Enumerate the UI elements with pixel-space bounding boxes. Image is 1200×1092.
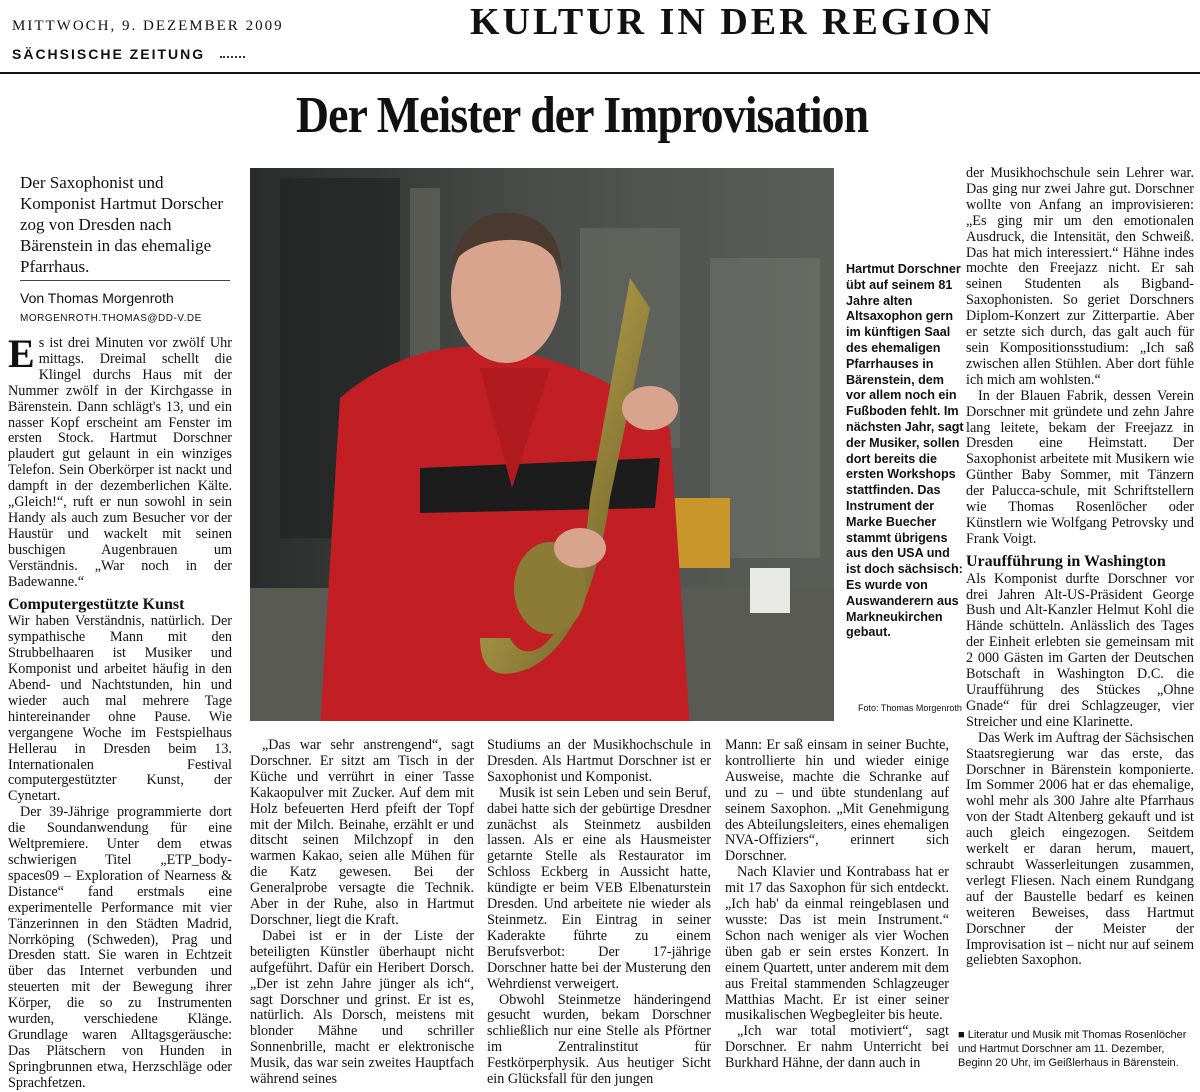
text-column-4 xyxy=(725,738,949,1072)
author-email[interactable]: MORGENROTH.THOMAS@DD-V.DE xyxy=(20,313,202,324)
photo-caption: Hartmut Dorschner übt auf seinem 81 Jahre alten Altsaxophon gern im künftigen Saal des ehemaligen Pfarrhauses in Bärenstein, dem vor allem noch ein Fußboden fehlt. Im nächsten Jahr, sagt der Musiker, sollen dort bereits die ersten Workshops stattfinden. Das Instrument der Marke Buecher stammt übrigens aus den USA und ist doch sächsisch: Es wurde von Auswanderern aus Markneukirchen gebaut. xyxy=(846,262,964,640)
section-title: KULTUR IN DER REGION xyxy=(470,1,995,43)
article-headline: Der Meister der Improvisation xyxy=(296,87,869,144)
paragraph: Nach Klavier und Kontrabass hat er mit 17 das Saxophon für sich entdeckt. „Ich hab' da einmal reingeblasen und wusste: Das ist mein Instrument.“ Schon nach weniger als vier Wochen üben gab er sein erstes Konzert. In einem Quartett, unter anderem mit dem aus Freital stammenden Schlagzeuger Matthias Macht. Er ist einer seiner musikalischen Wegbegleiter bis heute. xyxy=(725,864,949,1024)
article-lede: Der Saxophonist und Komponist Hartmut Dorscher zog von Dresden nach Bärenstein in das ehemalige Pfarrhaus. xyxy=(20,173,224,276)
text-column-3 xyxy=(487,738,711,1088)
masthead-rule xyxy=(0,72,1200,74)
article-photo xyxy=(250,168,834,721)
issue-date: MITTWOCH, 9. DEZEMBER 2009 xyxy=(12,18,284,34)
saxophonist-photo xyxy=(250,168,834,721)
paragraph: Wir haben Verständnis, natürlich. Der sympathische Mann mit den Strubbelhaaren ist Musiker und Komponist und arbeitet häufig in den Abend- und Nachtstunden, hin und wieder auch mal mehrere Tage hintereinander ohne Pause. Wie vergangene Woche im Festspielhaus Hellerau in Dresden beim 13. Internationalen Festival computergestützter Kunst, der Cynetart. xyxy=(8,613,232,805)
text-column-1 xyxy=(8,331,232,1092)
text-column-2 xyxy=(250,738,474,1088)
subheading: Computergestützte Kunst xyxy=(8,595,185,613)
newspaper-name: SÄCHSISCHE ZEITUNG xyxy=(12,46,206,62)
subheading: Uraufführung in Washington xyxy=(966,552,1166,570)
paragraph: „Ich war total motiviert“, sagt Dorschner. Er nahm Unterricht bei Burkhard Hähne, der dann auch in xyxy=(725,1023,949,1072)
paragraph: Studiums an der Musikhochschule in Dresden. Als Hartmut Dorschner ist er Saxophonist und Komponist. xyxy=(487,737,711,785)
paragraph: In der Blauen Fabrik, dessen Verein Dorschner mit gründete und zehn Jahre lang leitete, bekam der Freejazz in Dresden eine Heimstatt. Der Saxophonist arbeitete mit Musikern wie Günther Baby Sommer, mit Tänzern der Palucca-schule, mit Schriftstellern wie Thomas Rosenlöcher oder Künstlern wie Wolfgang Petrovsky und Frank Voigt. xyxy=(966,387,1194,547)
paragraph: „Das war sehr anstrengend“, sagt Dorschner. Er sitzt am Tisch in der Küche und verrührt in einer Tasse Kakaopulver mit Zucker. Auf dem mit Holz befeuerten Herd pfeift der Topf mit der Milch. Beinahe, erzählt er und ditscht seinen Milchzopf in den warmen Kakao, seien alle Mühen für die Katz gewesen. Bei der Generalprobe versagte die Technik. Aber in der Ruhe, also in Hartmut Dorschner, liegt die Kraft. xyxy=(250,737,474,928)
article-author: Von Thomas Morgenroth xyxy=(20,290,174,306)
paragraph: Als Komponist durfte Dorschner vor drei Jahren Alt-US-Präsident George Bush und Alt-Kanzler Helmut Kohl die Hände schütteln. Anlässlich des Tages der Einheit erlebten sie gemeinsam mit 2 000 Gästen im Garten der Deutschen Botschaft in Washington D.C. die Uraufführung des Stückes „Ohne Gnade“ für drei Schlagzeuger, vier Streicher und eine Klarinette. xyxy=(966,570,1194,730)
text-column-5 xyxy=(966,166,1194,969)
photo-credit: Foto: Thomas Morgenroth xyxy=(858,703,962,713)
paragraph: Musik ist sein Leben und sein Beruf, dabei hatte sich der gebürtige Dresdner zunächst als Steinmetz ausbilden lassen. Als er eine als Hausmeister getarnte Stelle als Restaurator im Schloss Eckberg in Aussicht hatte, kündigte er beim VEB Elbenaturstein Dresden. Und arbeitete nie wieder als Steinmetz. Ein Eintrag in seiner Kaderakte führte zu einem Berufsverbot: Der 17-jährige Dorschner hatte bei der Musterung den Wehrdienst verweigert. xyxy=(487,784,711,992)
paragraph: Das Werk im Auftrag der Sächsischen Staatsregierung war das erste, das Dorschner in Bärenstein komponierte. Im Sommer 2006 hat er das ehemalige, wohl mehr als 300 Jahre alte Pfarrhaus von der Stadt Altenberg gekauft und ist auch gleich eingezogen. Seitdem werkelt er daran herum, mauert, schraubt Wasserleitungen zusammen, verlegt Fliesen. Nach einem Rundgang auf der Baustelle bedarf es keinen weiteren Beweises, dass Hartmut Dorschner der Meister der Improvisation ist – nicht nur auf seinem geliebten Saxophon. xyxy=(966,729,1194,969)
paragraph: Obwohl Steinmetze händeringend gesucht wurden, bekam Dorschner schließlich nur eine Stelle als Pförtner im Zentralinstitut für Festkörperphysik. Aus heutiger Sicht ein Glücksfall für den jungen xyxy=(487,991,711,1088)
paragraph: Dabei ist er in der Liste der beteiligten Künstler überhaupt nicht aufgeführt. Dafür ein Heribert Dorsch. „Der ist zehn Jahre jünger als ich“, sagt Dorschner und grinst. Er ist es, natürlich. Als Dorsch, meistens mit blonder Mähne und schriller Sonnenbrille, macht er elektronische Musik, das war sein zweites Hauptfach während seines xyxy=(250,927,474,1088)
divider xyxy=(20,280,230,281)
paragraph: Der 39-Jährige programmierte dort die Soundanwendung für eine Weltpremiere. Unter dem etwas schwierigen Titel „ETP_body-spaces09 – Exploration of Nearness & Distance“ fand erstmals eine experimentelle Performance mit vier Tänzerinnen in den Städten Madrid, Norrköping (Schweden), Prag und Dresden statt. Sie waren in Echtzeit über das Internet verbunden und steuerten mit der Bewegung ihrer Körper, die so zu Instrumenten wurden, verschiedene Klänge. Grundlage waren Alltagsgeräusche: Das Plätschern von Hunden in Springbrunnen etwa, Herzschläge oder Sprachfetzen. xyxy=(8,804,232,1091)
paragraph: der Musikhochschule sein Lehrer war. Das ging nur zwei Jahre gut. Dorschner wollte von Anfang an improvisieren: „Es ging mir um den emotionalen Ausdruck, die Intensität, den Schweiß. Das hat mich interessiert.“ Hähne indes mochte den Freejazz nicht. Er sah seinen Studenten als Bigband-Saxophonisten. So geriet Dorschners Diplom-Konzert zur Zitterpartie. Aber er setzte sich durch, das galt auch für sein Kompositionsstudium: „Ich saß zwischen allen Stühlen. Aber dort fühle ich mich am wohlsten.“ xyxy=(966,165,1194,388)
event-note: ■ Literatur und Musik mit Thomas Rosenlöcher und Hartmut Dorschner am 11. Dezember, Beginn 20 Uhr, im Geißlerhaus in Bärenstein. xyxy=(958,1029,1187,1069)
paragraph: Es ist drei Minuten vor zwölf Uhr mittags. Dreimal schellt die Klingel durchs Haus mit der Nummer zwölf in der Kirchgasse in Bärenstein. Dann schlägt's 13, und ein nasser Kopf erscheint am Fenster im ersten Stock. Hartmut Dorschner plaudert gut gelaunt in ein winziges Telefon. Sein Oberkörper ist nackt und dampft in der dezemberlichen Kälte. „Gleich!“, ruft er nun sowohl in sein Handy als auch zum Besucher vor der Haustür und wackelt mit seinen buschigen Augenbrauen um Verständnis. „War noch in der Badewanne.“ xyxy=(8,331,232,590)
drop-cap: E xyxy=(8,331,35,376)
dotted-rule xyxy=(220,56,245,58)
paragraph: Mann: Er saß einsam in seiner Buchte, kontrollierte hin und wieder einige Ausweise, machte die Schranke auf und zu – und übte stundenlang auf seinem Saxophon. „Mit Genehmigung des Abteilungsleiters, eines ehemaligen NVA-Offiziers“, erinnert sich Dorschner. xyxy=(725,737,949,865)
